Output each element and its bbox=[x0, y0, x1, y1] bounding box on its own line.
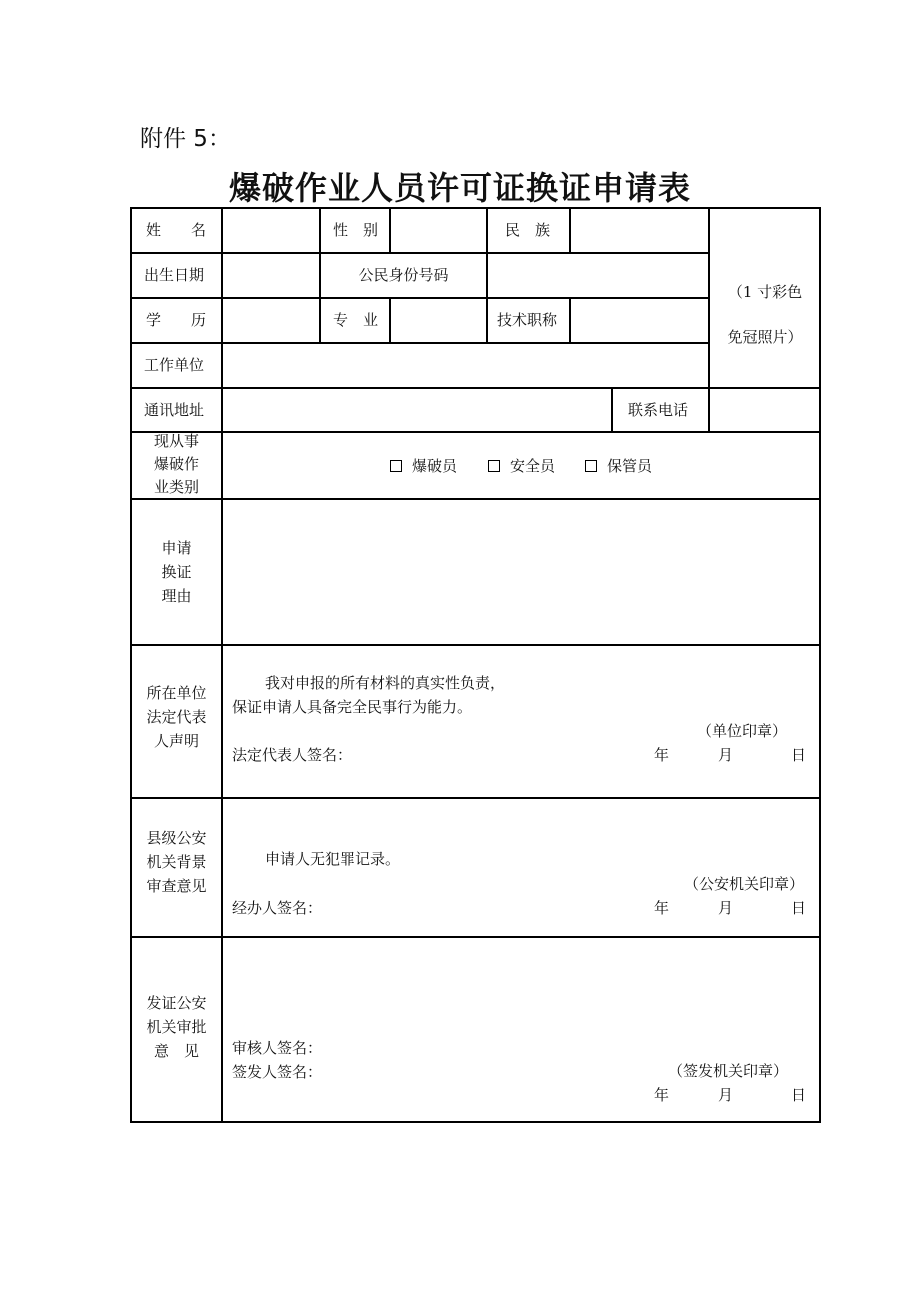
column-divider bbox=[389, 207, 391, 254]
form-title: 爆破作业人员许可证换证申请表 bbox=[228, 169, 691, 207]
table-border-bottom bbox=[130, 1121, 821, 1123]
date-year: 年 bbox=[654, 899, 670, 917]
professional-title-label: 技术职称 bbox=[497, 311, 558, 329]
police-check-label bbox=[132, 826, 221, 898]
category-option-blaster[interactable] bbox=[390, 454, 457, 478]
reason-label-line: 换证 bbox=[161, 563, 192, 581]
approval-label-line: 发证公安 bbox=[146, 994, 207, 1012]
date-day: 日 bbox=[791, 746, 807, 764]
date-day: 日 bbox=[791, 1086, 807, 1104]
name-label: 姓 名 bbox=[146, 221, 207, 239]
police-seal-text: （公安机关印章） bbox=[684, 875, 805, 893]
gender-label: 性 别 bbox=[333, 221, 379, 239]
category-option-label: 安全员 bbox=[510, 457, 556, 475]
checkbox-icon[interactable] bbox=[585, 460, 597, 472]
column-divider bbox=[569, 297, 571, 344]
reason-label-line: 申请 bbox=[161, 539, 192, 557]
education-label: 学 历 bbox=[146, 311, 207, 329]
photo-text-line: 免冠照片） bbox=[727, 328, 803, 346]
row-divider bbox=[130, 252, 710, 254]
row-divider bbox=[130, 342, 710, 344]
legal-rep-label-line: 法定代表 bbox=[146, 708, 207, 726]
date-day: 日 bbox=[791, 899, 807, 917]
address-label: 通讯地址 bbox=[144, 401, 205, 419]
approval-label-line: 机关审批 bbox=[146, 1018, 207, 1036]
row-divider bbox=[130, 797, 821, 799]
row-divider bbox=[130, 431, 821, 433]
date-month: 月 bbox=[718, 746, 734, 764]
issuer-signature: 签发人签名： bbox=[232, 1063, 323, 1081]
table-border-left bbox=[130, 207, 132, 1123]
date-month: 月 bbox=[718, 899, 734, 917]
legal-rep-statement: 我对申报的所有材料的真实性负责， bbox=[265, 674, 506, 692]
ethnicity-label: 民 族 bbox=[505, 221, 551, 239]
column-divider bbox=[486, 207, 488, 344]
reason-label-line: 理由 bbox=[161, 587, 192, 605]
category-option-label: 保管员 bbox=[607, 457, 653, 475]
column-divider bbox=[611, 387, 613, 433]
legal-rep-label-line: 所在单位 bbox=[146, 684, 207, 702]
category-label-line: 爆破作 bbox=[153, 455, 199, 473]
major-label: 专 业 bbox=[333, 311, 379, 329]
category-option-label: 爆破员 bbox=[412, 457, 458, 475]
row-divider bbox=[130, 644, 821, 646]
row-divider bbox=[130, 297, 710, 299]
attachment-label: 附件 5： bbox=[140, 126, 231, 152]
date-year: 年 bbox=[654, 1086, 670, 1104]
table-border-right bbox=[819, 207, 821, 1123]
police-check-label-line: 机关背景 bbox=[146, 853, 207, 871]
label-column-divider bbox=[221, 207, 223, 1123]
police-check-label-line: 审查意见 bbox=[146, 877, 207, 895]
date-month: 月 bbox=[718, 1086, 734, 1104]
checkbox-icon[interactable] bbox=[390, 460, 402, 472]
category-label-line: 现从事 bbox=[153, 432, 199, 450]
photo-placeholder bbox=[711, 270, 819, 360]
id-number-label: 公民身份号码 bbox=[358, 266, 449, 284]
legal-rep-signature: 法定代表人签名： bbox=[232, 746, 353, 764]
date-year: 年 bbox=[654, 746, 670, 764]
unit-seal-text: （单位印章） bbox=[697, 722, 788, 740]
photo-column-divider bbox=[708, 207, 710, 433]
table-border-top bbox=[130, 207, 821, 209]
row-divider bbox=[130, 498, 821, 500]
row-divider bbox=[130, 936, 821, 938]
birth-date-label: 出生日期 bbox=[144, 266, 205, 284]
police-check-statement: 申请人无犯罪记录。 bbox=[265, 850, 401, 868]
category-option-custodian[interactable] bbox=[585, 454, 652, 478]
reviewer-signature: 审核人签名： bbox=[232, 1039, 323, 1057]
checkbox-icon[interactable] bbox=[488, 460, 500, 472]
photo-text-line: （1 寸彩色 bbox=[727, 283, 803, 301]
category-label bbox=[132, 430, 221, 499]
approval-label bbox=[132, 991, 221, 1063]
legal-rep-statement: 保证申请人具备完全民事行为能力。 bbox=[232, 698, 473, 716]
reason-label bbox=[132, 536, 221, 608]
employer-label: 工作单位 bbox=[144, 356, 205, 374]
category-option-safety[interactable] bbox=[488, 454, 555, 478]
police-check-label-line: 县级公安 bbox=[146, 829, 207, 847]
phone-label: 联系电话 bbox=[628, 401, 689, 419]
category-label-line: 业类别 bbox=[153, 478, 199, 496]
issuing-seal-text: （签发机关印章） bbox=[668, 1062, 789, 1080]
legal-rep-label bbox=[132, 681, 221, 753]
legal-rep-label-line: 人声明 bbox=[153, 732, 199, 750]
approval-label-line: 意 见 bbox=[153, 1042, 199, 1060]
handler-signature: 经办人签名： bbox=[232, 899, 323, 917]
row-divider bbox=[130, 387, 821, 389]
column-divider bbox=[569, 207, 571, 254]
column-divider bbox=[389, 297, 391, 344]
